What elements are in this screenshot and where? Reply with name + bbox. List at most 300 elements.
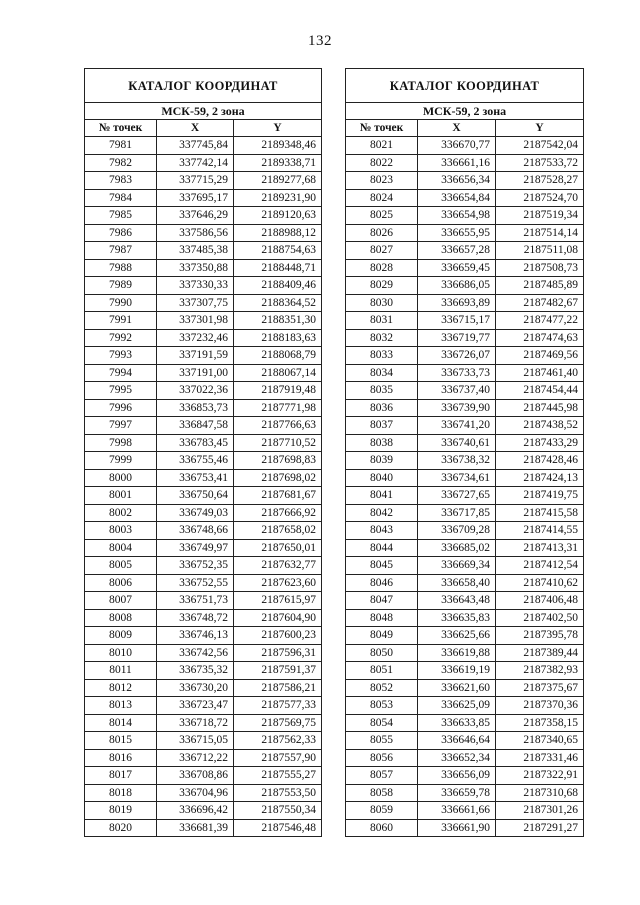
table-row <box>346 592 584 610</box>
y-coordinate: 2187519,34 <box>496 207 584 225</box>
y-coordinate: 2187340,65 <box>496 732 584 750</box>
table-row <box>346 207 584 225</box>
point-number: 8051 <box>346 662 418 680</box>
point-number: 7990 <box>85 294 157 312</box>
x-coordinate: 336749,97 <box>157 539 234 557</box>
x-coordinate: 336739,90 <box>418 399 496 417</box>
table-row <box>346 784 584 802</box>
point-number: 8041 <box>346 487 418 505</box>
column-header-y: Y <box>496 120 584 137</box>
point-number: 7993 <box>85 347 157 365</box>
x-coordinate: 337232,46 <box>157 329 234 347</box>
y-coordinate: 2187524,70 <box>496 189 584 207</box>
point-number: 8045 <box>346 557 418 575</box>
x-coordinate: 337646,29 <box>157 207 234 225</box>
point-number: 8013 <box>85 697 157 715</box>
x-coordinate: 336696,42 <box>157 802 234 820</box>
x-coordinate: 336749,03 <box>157 504 234 522</box>
table-row <box>85 364 322 382</box>
y-coordinate: 2189231,90 <box>234 189 322 207</box>
x-coordinate: 336655,95 <box>418 224 496 242</box>
x-coordinate: 336748,66 <box>157 522 234 540</box>
table-row <box>85 259 322 277</box>
y-coordinate: 2187514,14 <box>496 224 584 242</box>
x-coordinate: 336709,28 <box>418 522 496 540</box>
table-row <box>346 417 584 435</box>
y-coordinate: 2187419,75 <box>496 487 584 505</box>
point-number: 8050 <box>346 644 418 662</box>
point-number: 7982 <box>85 154 157 172</box>
table-row <box>346 802 584 820</box>
table-row <box>85 539 322 557</box>
table-row <box>346 714 584 732</box>
y-coordinate: 2187445,98 <box>496 399 584 417</box>
x-coordinate: 336652,34 <box>418 749 496 767</box>
y-coordinate: 2187395,78 <box>496 627 584 645</box>
table-row <box>346 137 584 155</box>
y-coordinate: 2187542,04 <box>496 137 584 155</box>
point-number: 7985 <box>85 207 157 225</box>
y-coordinate: 2187698,02 <box>234 469 322 487</box>
y-coordinate: 2187508,73 <box>496 259 584 277</box>
point-number: 8042 <box>346 504 418 522</box>
y-coordinate: 2187698,83 <box>234 452 322 470</box>
table-row <box>346 172 584 190</box>
x-coordinate: 336734,61 <box>418 469 496 487</box>
table-row <box>85 767 322 785</box>
x-coordinate: 336658,40 <box>418 574 496 592</box>
y-coordinate: 2187586,21 <box>234 679 322 697</box>
point-number: 8033 <box>346 347 418 365</box>
y-coordinate: 2187591,37 <box>234 662 322 680</box>
y-coordinate: 2187666,92 <box>234 504 322 522</box>
x-coordinate: 336656,34 <box>418 172 496 190</box>
x-coordinate: 336737,40 <box>418 382 496 400</box>
table-row <box>346 312 584 330</box>
y-coordinate: 2187528,27 <box>496 172 584 190</box>
x-coordinate: 336719,77 <box>418 329 496 347</box>
table-row <box>346 259 584 277</box>
y-coordinate: 2187615,97 <box>234 592 322 610</box>
y-coordinate: 2187424,13 <box>496 469 584 487</box>
point-number: 8044 <box>346 539 418 557</box>
y-coordinate: 2187600,23 <box>234 627 322 645</box>
point-number: 8006 <box>85 574 157 592</box>
x-coordinate: 336681,39 <box>157 819 234 837</box>
table-row <box>85 154 322 172</box>
x-coordinate: 336727,65 <box>418 487 496 505</box>
point-number: 8000 <box>85 469 157 487</box>
y-coordinate: 2187406,48 <box>496 592 584 610</box>
point-number: 7996 <box>85 399 157 417</box>
point-number: 8057 <box>346 767 418 785</box>
x-coordinate: 336748,72 <box>157 609 234 627</box>
x-coordinate: 336704,96 <box>157 784 234 802</box>
table-row <box>85 434 322 452</box>
x-coordinate: 336715,17 <box>418 312 496 330</box>
point-number: 8009 <box>85 627 157 645</box>
point-number: 8055 <box>346 732 418 750</box>
x-coordinate: 337485,38 <box>157 242 234 260</box>
y-coordinate: 2187454,44 <box>496 382 584 400</box>
x-coordinate: 336718,72 <box>157 714 234 732</box>
x-coordinate: 336733,73 <box>418 364 496 382</box>
table-row <box>346 697 584 715</box>
y-coordinate: 2187402,50 <box>496 609 584 627</box>
point-number: 7997 <box>85 417 157 435</box>
point-number: 8004 <box>85 539 157 557</box>
point-number: 8032 <box>346 329 418 347</box>
x-coordinate: 336661,90 <box>418 819 496 837</box>
table-row <box>346 487 584 505</box>
point-number: 8020 <box>85 819 157 837</box>
point-number: 8019 <box>85 802 157 820</box>
y-coordinate: 2187370,36 <box>496 697 584 715</box>
table-row <box>346 732 584 750</box>
y-coordinate: 2189348,46 <box>234 137 322 155</box>
table-row <box>346 819 584 837</box>
x-coordinate: 336740,61 <box>418 434 496 452</box>
x-coordinate: 336661,66 <box>418 802 496 820</box>
table-row <box>85 224 322 242</box>
table-row <box>346 749 584 767</box>
catalog-zone: МСК-59, 2 зона <box>346 103 584 120</box>
y-coordinate: 2187577,33 <box>234 697 322 715</box>
point-number: 7988 <box>85 259 157 277</box>
point-number: 8029 <box>346 277 418 295</box>
x-coordinate: 337022,36 <box>157 382 234 400</box>
catalog-body <box>85 137 322 837</box>
x-coordinate: 336751,73 <box>157 592 234 610</box>
point-number: 8026 <box>346 224 418 242</box>
table-row <box>85 609 322 627</box>
point-number: 8060 <box>346 819 418 837</box>
point-number: 8018 <box>85 784 157 802</box>
point-number: 8007 <box>85 592 157 610</box>
y-coordinate: 2187291,27 <box>496 819 584 837</box>
y-coordinate: 2187382,93 <box>496 662 584 680</box>
table-row <box>85 417 322 435</box>
x-coordinate: 336752,35 <box>157 557 234 575</box>
table-row <box>346 277 584 295</box>
table-row <box>346 504 584 522</box>
point-number: 8035 <box>346 382 418 400</box>
y-coordinate: 2187596,31 <box>234 644 322 662</box>
x-coordinate: 336750,64 <box>157 487 234 505</box>
point-number: 7981 <box>85 137 157 155</box>
x-coordinate: 336693,89 <box>418 294 496 312</box>
point-number: 8025 <box>346 207 418 225</box>
point-number: 8003 <box>85 522 157 540</box>
table-row <box>85 382 322 400</box>
y-coordinate: 2187310,68 <box>496 784 584 802</box>
point-number: 7999 <box>85 452 157 470</box>
x-coordinate: 336656,09 <box>418 767 496 785</box>
x-coordinate: 336730,20 <box>157 679 234 697</box>
table-row <box>85 312 322 330</box>
y-coordinate: 2187469,56 <box>496 347 584 365</box>
point-number: 7984 <box>85 189 157 207</box>
y-coordinate: 2187546,48 <box>234 819 322 837</box>
point-number: 8056 <box>346 749 418 767</box>
y-coordinate: 2189120,63 <box>234 207 322 225</box>
table-row <box>85 242 322 260</box>
table-row <box>346 662 584 680</box>
x-coordinate: 336712,22 <box>157 749 234 767</box>
y-coordinate: 2188448,71 <box>234 259 322 277</box>
table-row <box>85 627 322 645</box>
x-coordinate: 336619,88 <box>418 644 496 662</box>
y-coordinate: 2189277,68 <box>234 172 322 190</box>
table-row <box>85 347 322 365</box>
page-number: 132 <box>308 33 332 49</box>
catalog-zone: МСК-59, 2 зона <box>85 103 322 120</box>
point-number: 8030 <box>346 294 418 312</box>
y-coordinate: 2188409,46 <box>234 277 322 295</box>
table-row <box>85 329 322 347</box>
y-coordinate: 2187919,48 <box>234 382 322 400</box>
point-number: 8052 <box>346 679 418 697</box>
point-number: 8039 <box>346 452 418 470</box>
table-row <box>85 207 322 225</box>
point-number: 8023 <box>346 172 418 190</box>
table-row <box>346 434 584 452</box>
table-row <box>85 714 322 732</box>
table-row <box>346 294 584 312</box>
column-header-x: X <box>157 120 234 137</box>
x-coordinate: 337307,75 <box>157 294 234 312</box>
y-coordinate: 2187771,98 <box>234 399 322 417</box>
catalog-title: КАТАЛОГ КООРДИНАТ <box>85 69 322 103</box>
y-coordinate: 2187412,54 <box>496 557 584 575</box>
y-coordinate: 2187681,67 <box>234 487 322 505</box>
x-coordinate: 336742,56 <box>157 644 234 662</box>
y-coordinate: 2187410,62 <box>496 574 584 592</box>
point-number: 7986 <box>85 224 157 242</box>
table-row <box>85 679 322 697</box>
x-coordinate: 336708,86 <box>157 767 234 785</box>
column-header-y: Y <box>234 120 322 137</box>
x-coordinate: 336669,34 <box>418 557 496 575</box>
table-row <box>85 294 322 312</box>
point-number: 8058 <box>346 784 418 802</box>
x-coordinate: 336625,09 <box>418 697 496 715</box>
x-coordinate: 336621,60 <box>418 679 496 697</box>
x-coordinate: 337695,17 <box>157 189 234 207</box>
table-row <box>346 189 584 207</box>
x-coordinate: 336746,13 <box>157 627 234 645</box>
y-coordinate: 2187650,01 <box>234 539 322 557</box>
table-row <box>346 557 584 575</box>
y-coordinate: 2188364,52 <box>234 294 322 312</box>
table-row <box>346 154 584 172</box>
y-coordinate: 2188988,12 <box>234 224 322 242</box>
table-row <box>85 592 322 610</box>
x-coordinate: 337350,88 <box>157 259 234 277</box>
point-number: 7992 <box>85 329 157 347</box>
table-row <box>85 137 322 155</box>
y-coordinate: 2187710,52 <box>234 434 322 452</box>
point-number: 8001 <box>85 487 157 505</box>
y-coordinate: 2187414,55 <box>496 522 584 540</box>
table-row <box>85 662 322 680</box>
y-coordinate: 2187375,67 <box>496 679 584 697</box>
x-coordinate: 336625,66 <box>418 627 496 645</box>
point-number: 8054 <box>346 714 418 732</box>
y-coordinate: 2187555,27 <box>234 767 322 785</box>
y-coordinate: 2188351,30 <box>234 312 322 330</box>
point-number: 8017 <box>85 767 157 785</box>
y-coordinate: 2187557,90 <box>234 749 322 767</box>
x-coordinate: 336659,45 <box>418 259 496 277</box>
y-coordinate: 2187533,72 <box>496 154 584 172</box>
x-coordinate: 336726,07 <box>418 347 496 365</box>
point-number: 8015 <box>85 732 157 750</box>
x-coordinate: 336646,64 <box>418 732 496 750</box>
table-row <box>85 784 322 802</box>
catalog-title: КАТАЛОГ КООРДИНАТ <box>346 69 584 103</box>
y-coordinate: 2187474,63 <box>496 329 584 347</box>
point-number: 7989 <box>85 277 157 295</box>
table-row <box>85 574 322 592</box>
x-coordinate: 336685,02 <box>418 539 496 557</box>
y-coordinate: 2187658,02 <box>234 522 322 540</box>
table-row <box>346 609 584 627</box>
table-row <box>85 487 322 505</box>
table-row <box>85 557 322 575</box>
x-coordinate: 336717,85 <box>418 504 496 522</box>
point-number: 7991 <box>85 312 157 330</box>
x-coordinate: 336741,20 <box>418 417 496 435</box>
column-header-point: № точек <box>85 120 157 137</box>
point-number: 8021 <box>346 137 418 155</box>
point-number: 8053 <box>346 697 418 715</box>
point-number: 7998 <box>85 434 157 452</box>
table-row <box>85 277 322 295</box>
y-coordinate: 2187485,89 <box>496 277 584 295</box>
x-coordinate: 336752,55 <box>157 574 234 592</box>
x-coordinate: 337191,59 <box>157 347 234 365</box>
point-number: 8047 <box>346 592 418 610</box>
x-coordinate: 336643,48 <box>418 592 496 610</box>
table-row <box>85 732 322 750</box>
y-coordinate: 2187604,90 <box>234 609 322 627</box>
y-coordinate: 2188068,79 <box>234 347 322 365</box>
point-number: 8005 <box>85 557 157 575</box>
point-number: 8008 <box>85 609 157 627</box>
x-coordinate: 336686,05 <box>418 277 496 295</box>
y-coordinate: 2187623,60 <box>234 574 322 592</box>
point-number: 8002 <box>85 504 157 522</box>
y-coordinate: 2187438,52 <box>496 417 584 435</box>
y-coordinate: 2188754,63 <box>234 242 322 260</box>
point-number: 8016 <box>85 749 157 767</box>
table-row <box>346 767 584 785</box>
x-coordinate: 336755,46 <box>157 452 234 470</box>
point-number: 7994 <box>85 364 157 382</box>
y-coordinate: 2187562,33 <box>234 732 322 750</box>
table-row <box>85 819 322 837</box>
table-row <box>85 189 322 207</box>
table-row <box>346 452 584 470</box>
y-coordinate: 2187331,46 <box>496 749 584 767</box>
point-number: 8046 <box>346 574 418 592</box>
point-number: 8031 <box>346 312 418 330</box>
point-number: 8040 <box>346 469 418 487</box>
x-coordinate: 336659,78 <box>418 784 496 802</box>
table-row <box>85 504 322 522</box>
x-coordinate: 336783,45 <box>157 434 234 452</box>
y-coordinate: 2187413,31 <box>496 539 584 557</box>
y-coordinate: 2187433,29 <box>496 434 584 452</box>
x-coordinate: 337191,00 <box>157 364 234 382</box>
point-number: 8034 <box>346 364 418 382</box>
y-coordinate: 2187389,44 <box>496 644 584 662</box>
x-coordinate: 336715,05 <box>157 732 234 750</box>
x-coordinate: 336661,16 <box>418 154 496 172</box>
x-coordinate: 337742,14 <box>157 154 234 172</box>
table-row <box>346 539 584 557</box>
point-number: 8024 <box>346 189 418 207</box>
point-number: 8036 <box>346 399 418 417</box>
y-coordinate: 2188183,63 <box>234 329 322 347</box>
x-coordinate: 336657,28 <box>418 242 496 260</box>
x-coordinate: 336753,41 <box>157 469 234 487</box>
x-coordinate: 337301,98 <box>157 312 234 330</box>
point-number: 8012 <box>85 679 157 697</box>
y-coordinate: 2187428,46 <box>496 452 584 470</box>
coordinate-catalog-right <box>345 68 584 837</box>
column-header-point: № точек <box>346 120 418 137</box>
y-coordinate: 2187553,50 <box>234 784 322 802</box>
table-row <box>85 522 322 540</box>
point-number: 7995 <box>85 382 157 400</box>
y-coordinate: 2187632,77 <box>234 557 322 575</box>
x-coordinate: 337715,29 <box>157 172 234 190</box>
table-row <box>346 347 584 365</box>
y-coordinate: 2187477,22 <box>496 312 584 330</box>
x-coordinate: 337745,84 <box>157 137 234 155</box>
table-row <box>85 452 322 470</box>
table-row <box>85 697 322 715</box>
x-coordinate: 336635,83 <box>418 609 496 627</box>
table-row <box>346 574 584 592</box>
table-row <box>346 522 584 540</box>
table-row <box>346 679 584 697</box>
x-coordinate: 336654,84 <box>418 189 496 207</box>
table-row <box>346 644 584 662</box>
point-number: 8028 <box>346 259 418 277</box>
y-coordinate: 2187358,15 <box>496 714 584 732</box>
table-row <box>346 627 584 645</box>
x-coordinate: 336723,47 <box>157 697 234 715</box>
point-number: 8059 <box>346 802 418 820</box>
y-coordinate: 2187766,63 <box>234 417 322 435</box>
table-row <box>346 364 584 382</box>
y-coordinate: 2187461,40 <box>496 364 584 382</box>
table-row <box>85 172 322 190</box>
table-row <box>85 399 322 417</box>
y-coordinate: 2187482,67 <box>496 294 584 312</box>
point-number: 8010 <box>85 644 157 662</box>
y-coordinate: 2189338,71 <box>234 154 322 172</box>
x-coordinate: 336738,32 <box>418 452 496 470</box>
table-row <box>346 469 584 487</box>
x-coordinate: 336619,19 <box>418 662 496 680</box>
point-number: 8027 <box>346 242 418 260</box>
point-number: 7987 <box>85 242 157 260</box>
table-row <box>85 469 322 487</box>
